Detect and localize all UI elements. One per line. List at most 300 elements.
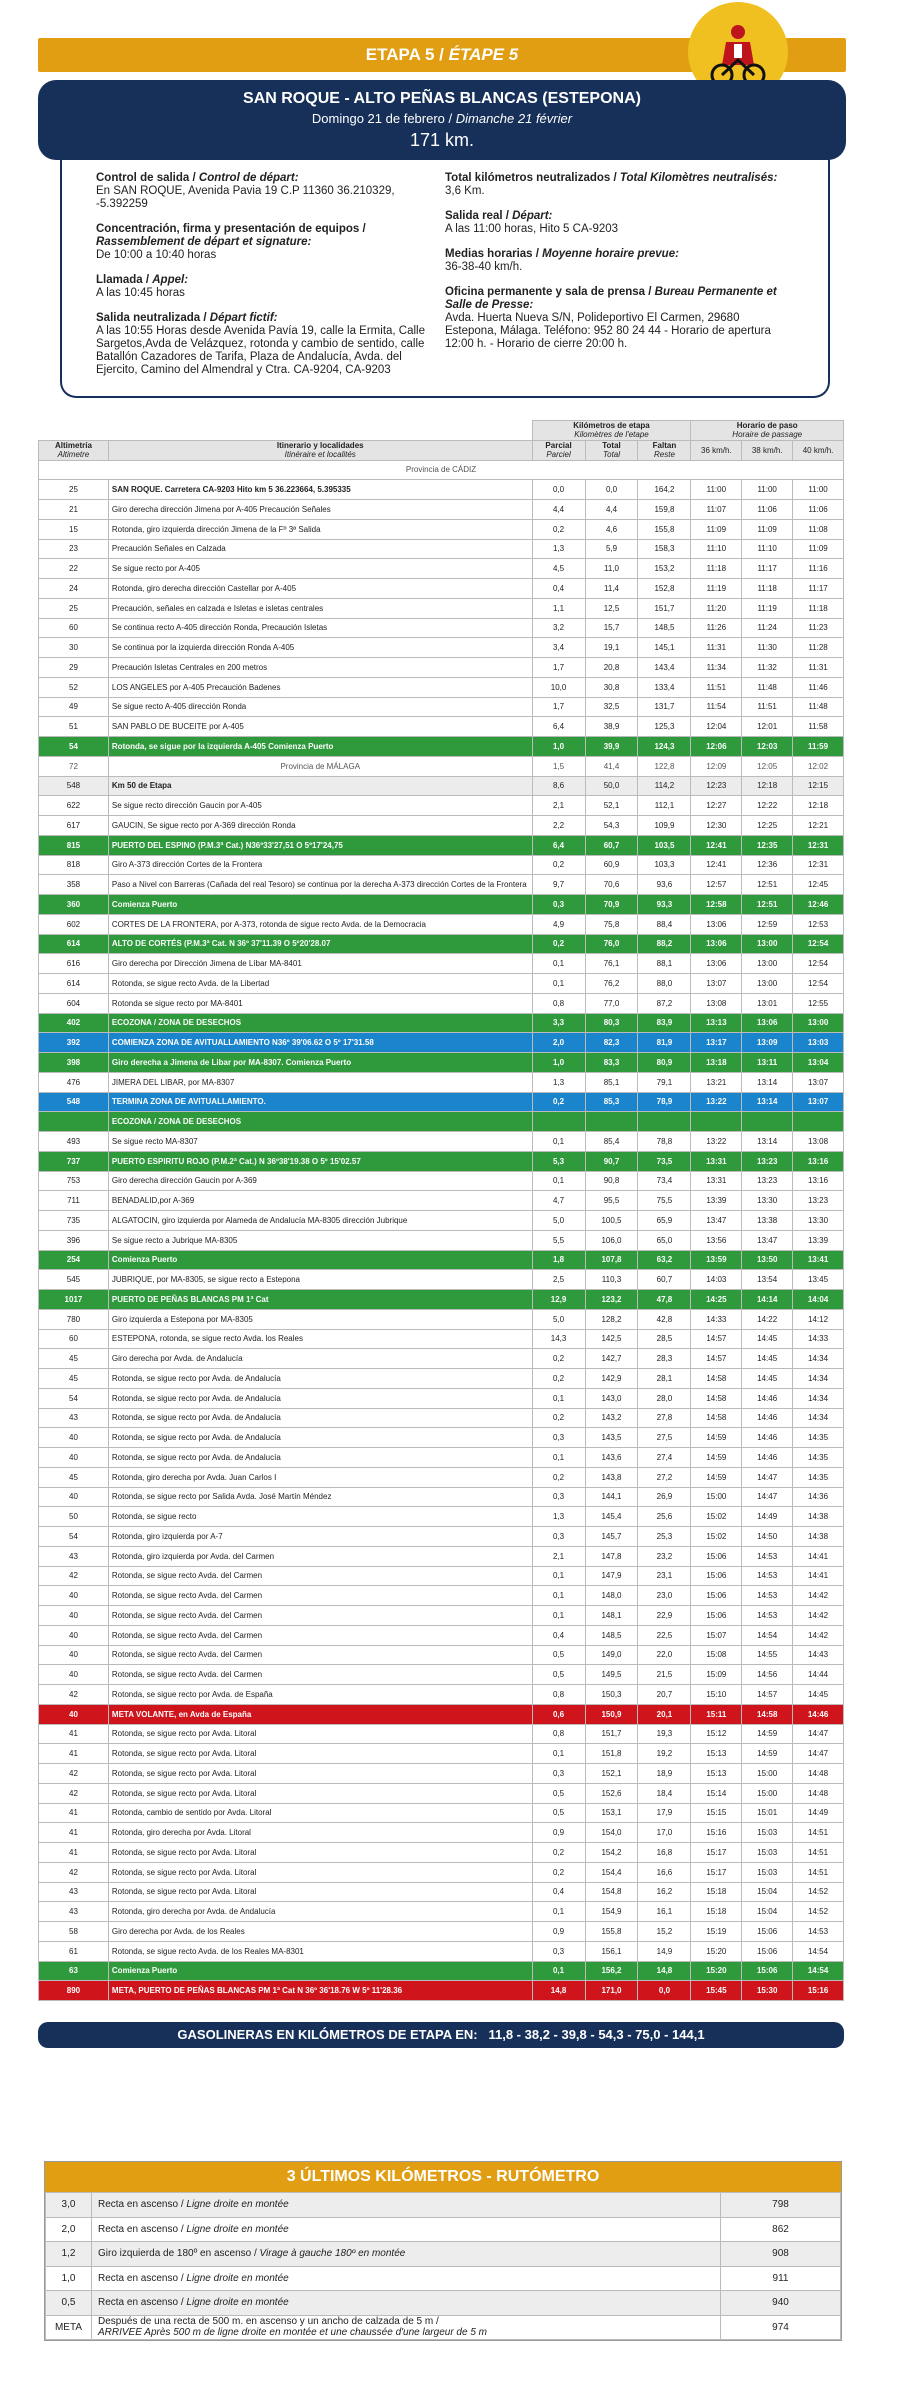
table-row — [39, 1645, 844, 1665]
time-38-cell: 15:03 — [742, 1823, 793, 1843]
total-km-cell: 38,9 — [585, 717, 638, 737]
remaining-km-cell: 65,9 — [638, 1211, 691, 1231]
remaining-km-cell: 148,5 — [638, 618, 691, 638]
time-40-cell: 11:31 — [793, 658, 844, 678]
location-cell: Paso a Nivel con Barreras (Cañada del real Tesoro) se continua por la derecha A-373 dirección Cortes de la Frontera — [108, 875, 532, 895]
route-title: SAN ROQUE - ALTO PEÑAS BLANCAS (ESTEPONA) — [243, 90, 641, 107]
time-40-cell: 14:43 — [793, 1645, 844, 1665]
remaining-km-cell: 155,8 — [638, 519, 691, 539]
time-40-cell: 13:45 — [793, 1270, 844, 1290]
remaining-km-cell: 133,4 — [638, 677, 691, 697]
time-40-cell: 14:35 — [793, 1467, 844, 1487]
altitude-cell: 42 — [39, 1862, 109, 1882]
time-40-cell: 14:48 — [793, 1764, 844, 1784]
last-km-distance: META — [46, 2315, 92, 2340]
time-38-cell: 12:03 — [742, 737, 793, 757]
time-36-cell: 15:06 — [691, 1606, 742, 1626]
location-cell: Rotonda, giro derecha dirección Castellar por A-405 — [108, 579, 532, 599]
last-km-description — [92, 2193, 721, 2218]
time-38-cell: 15:06 — [742, 1941, 793, 1961]
time-40-cell: 14:41 — [793, 1566, 844, 1586]
table-row — [39, 1981, 844, 2001]
total-km-cell: 85,4 — [585, 1132, 638, 1152]
location-cell: Km 50 de Etapa — [108, 776, 532, 796]
altitude-cell: 41 — [39, 1823, 109, 1843]
total-km-cell: 54,3 — [585, 816, 638, 836]
time-40-cell: 14:34 — [793, 1388, 844, 1408]
altitude-cell: 753 — [39, 1171, 109, 1191]
total-km-cell: 154,4 — [585, 1862, 638, 1882]
col-38-header: 38 km/h. — [742, 440, 793, 460]
partial-km-cell: 14,8 — [532, 1981, 585, 2001]
altitude-cell: 614 — [39, 934, 109, 954]
location-cell: PUERTO DEL ESPINO (P.M.3ª Cat.) N36º33'27,51 O 5º17'24,75 — [108, 835, 532, 855]
remaining-km-cell: 27,2 — [638, 1467, 691, 1487]
remaining-km-cell: 19,3 — [638, 1724, 691, 1744]
partial-km-cell: 5,0 — [532, 1309, 585, 1329]
time-36-cell: 15:06 — [691, 1546, 742, 1566]
partial-km-cell: 0,4 — [532, 579, 585, 599]
last-km-row — [46, 2315, 841, 2340]
location-cell: Rotonda, se sigue recto por Avda. de Andalucía — [108, 1448, 532, 1468]
last-km-row — [46, 2193, 841, 2218]
remaining-km-cell: 78,8 — [638, 1132, 691, 1152]
location-cell: Se sigue recto MA-8307 — [108, 1132, 532, 1152]
total-km-cell: 142,5 — [585, 1329, 638, 1349]
total-km-cell: 142,7 — [585, 1349, 638, 1369]
time-38-cell: 14:53 — [742, 1546, 793, 1566]
stage-header — [38, 80, 846, 160]
location-cell: ALGATOCIN, giro izquierda por Alameda de Andalucía MA-8305 dirección Jubrique — [108, 1211, 532, 1231]
location-cell: Rotonda, se sigue por la izquierda A-405 Comienza Puerto — [108, 737, 532, 757]
table-row — [39, 1171, 844, 1191]
time-40-cell: 11:18 — [793, 598, 844, 618]
table-row — [39, 1922, 844, 1942]
altitude-cell: 548 — [39, 776, 109, 796]
alt-label: Altimetría — [55, 441, 92, 451]
location-cell: Rotonda, se sigue recto por Avda. de Andalucía — [108, 1428, 532, 1448]
total-km-cell: 148,5 — [585, 1625, 638, 1645]
total-km-cell: 155,8 — [585, 1922, 638, 1942]
table-row — [39, 1764, 844, 1784]
table-row — [39, 1053, 844, 1073]
time-36-cell: 15:08 — [691, 1645, 742, 1665]
time-38-cell: 15:30 — [742, 1981, 793, 2001]
time-36-cell: 11:54 — [691, 697, 742, 717]
altitude-cell: 45 — [39, 1467, 109, 1487]
time-40-cell: 14:46 — [793, 1704, 844, 1724]
location-cell: Rotonda, se sigue recto Avda. del Carmen — [108, 1645, 532, 1665]
time-40-cell: 13:39 — [793, 1230, 844, 1250]
time-40-cell: 12:45 — [793, 875, 844, 895]
info-title: Medias horarias / Moyenne horaire prevue: — [445, 248, 679, 260]
time-38-cell: 14:53 — [742, 1606, 793, 1626]
table-row — [39, 638, 844, 658]
table-row — [39, 1527, 844, 1547]
location-cell: PUERTO DE PEÑAS BLANCAS PM 1ª Cat — [108, 1290, 532, 1310]
time-36-cell: 13:22 — [691, 1092, 742, 1112]
total-km-cell: 32,5 — [585, 697, 638, 717]
total-km-cell: 154,8 — [585, 1882, 638, 1902]
altitude-cell: 41 — [39, 1724, 109, 1744]
table-row — [39, 1665, 844, 1685]
altitude-cell: 29 — [39, 658, 109, 678]
remaining-km-cell: 75,5 — [638, 1191, 691, 1211]
time-40-cell: 12:31 — [793, 855, 844, 875]
total-km-cell: 19,1 — [585, 638, 638, 658]
table-row — [39, 1783, 844, 1803]
partial-km-cell: 0,1 — [532, 974, 585, 994]
province-label: Provincia de CÁDIZ — [39, 460, 844, 480]
time-40-cell: 12:54 — [793, 954, 844, 974]
table-row — [39, 500, 844, 520]
altitude-cell: 815 — [39, 835, 109, 855]
location-cell: SAN PABLO DE BUCEITE por A-405 — [108, 717, 532, 737]
parcial-label: Parcial — [545, 441, 572, 451]
altitude-cell: 398 — [39, 1053, 109, 1073]
remaining-km-cell: 158,3 — [638, 539, 691, 559]
altitude-cell: 41 — [39, 1803, 109, 1823]
remaining-km-cell: 28,0 — [638, 1388, 691, 1408]
info-left-block — [96, 274, 441, 300]
gas-label: GASOLINERAS EN KILÓMETROS DE ETAPA EN: — [177, 2027, 478, 2042]
altitude-cell: 711 — [39, 1191, 109, 1211]
altitude-cell: 40 — [39, 1428, 109, 1448]
partial-km-cell: 14,3 — [532, 1329, 585, 1349]
time-36-cell: 15:17 — [691, 1843, 742, 1863]
altitude-cell: 49 — [39, 697, 109, 717]
stage-date — [38, 111, 846, 126]
location-cell: PUERTO ESPIRITU ROJO (P.M.2ª Cat.) N 36º38'19.38 O 5º 15'02.57 — [108, 1151, 532, 1171]
total-km-cell: 52,1 — [585, 796, 638, 816]
time-38-cell: 14:59 — [742, 1744, 793, 1764]
time-40-cell: 14:35 — [793, 1428, 844, 1448]
total-km-cell: 144,1 — [585, 1487, 638, 1507]
location-cell: Giro A-373 dirección Cortes de la Frontera — [108, 855, 532, 875]
time-36-cell: 13:21 — [691, 1072, 742, 1092]
info-title: Total kilómetros neutralizados / Total Kilomètres neutralisés: — [445, 172, 778, 184]
time-36-cell: 11:10 — [691, 539, 742, 559]
time-40-cell: 11:23 — [793, 618, 844, 638]
remaining-km-cell: 159,8 — [638, 500, 691, 520]
last-km-row — [46, 2291, 841, 2316]
time-36-cell: 11:09 — [691, 519, 742, 539]
time-38-cell: 14:45 — [742, 1329, 793, 1349]
time-38-cell — [742, 1112, 793, 1132]
location-cell: Giro izquierda a Estepona por MA-8305 — [108, 1309, 532, 1329]
altitude-cell: 41 — [39, 1744, 109, 1764]
info-title-fr: Bureau Permanente et Salle de Presse: — [445, 286, 777, 311]
time-36-cell: 14:59 — [691, 1428, 742, 1448]
altitude-cell — [39, 1112, 109, 1132]
last-km-description — [92, 2291, 721, 2316]
altitude-cell: 61 — [39, 1941, 109, 1961]
table-row — [39, 1408, 844, 1428]
location-cell: Provincia de MÁLAGA — [108, 756, 532, 776]
table-row — [39, 1230, 844, 1250]
time-36-cell: 12:41 — [691, 855, 742, 875]
partial-km-cell: 0,5 — [532, 1645, 585, 1665]
remaining-km-cell: 17,9 — [638, 1803, 691, 1823]
table-row — [39, 1092, 844, 1112]
remaining-km-cell: 14,9 — [638, 1941, 691, 1961]
date-es: Domingo 21 de febrero / — [311, 111, 456, 126]
col-alt-header — [39, 440, 109, 460]
time-40-cell: 14:54 — [793, 1941, 844, 1961]
time-38-cell: 15:00 — [742, 1783, 793, 1803]
altitude-cell: 25 — [39, 598, 109, 618]
altitude-cell: 43 — [39, 1408, 109, 1428]
time-38-cell: 15:04 — [742, 1902, 793, 1922]
total-km-cell: 148,0 — [585, 1586, 638, 1606]
location-cell: Rotonda, se sigue recto por Avda. Litoral — [108, 1764, 532, 1784]
last-km-distance: 1,2 — [46, 2242, 92, 2267]
total-km-cell: 156,2 — [585, 1961, 638, 1981]
partial-km-cell: 1,0 — [532, 1053, 585, 1073]
partial-km-cell: 0,1 — [532, 1388, 585, 1408]
table-row — [39, 1290, 844, 1310]
time-38-cell: 14:45 — [742, 1349, 793, 1369]
time-36-cell: 12:30 — [691, 816, 742, 836]
partial-km-cell: 0,5 — [532, 1783, 585, 1803]
last-km-description — [92, 2217, 721, 2242]
table-row — [39, 954, 844, 974]
time-36-cell: 14:58 — [691, 1388, 742, 1408]
info-left-column — [96, 172, 441, 389]
time-36-cell: 13:56 — [691, 1230, 742, 1250]
time-40-cell: 14:44 — [793, 1665, 844, 1685]
total-km-cell: 41,4 — [585, 756, 638, 776]
time-36-cell: 15:18 — [691, 1882, 742, 1902]
time-38-cell: 12:51 — [742, 875, 793, 895]
altitude-cell: 58 — [39, 1922, 109, 1942]
partial-km-cell: 0,8 — [532, 1685, 585, 1705]
time-36-cell: 11:19 — [691, 579, 742, 599]
info-title: Concentración, firma y presentación de equipos / Rassemblement de départ et signature: — [96, 223, 366, 248]
table-row — [39, 618, 844, 638]
time-36-cell: 14:57 — [691, 1329, 742, 1349]
location-cell: Rotonda, se sigue recto por Avda. Litoral — [108, 1724, 532, 1744]
table-row — [39, 1329, 844, 1349]
partial-km-cell: 0,3 — [532, 1527, 585, 1547]
time-40-cell: 11:08 — [793, 519, 844, 539]
time-40-cell: 12:15 — [793, 776, 844, 796]
partial-km-cell: 0,6 — [532, 1704, 585, 1724]
time-38-cell: 12:01 — [742, 717, 793, 737]
km-group-label-fr: Kilomètres de l'etape — [574, 430, 649, 440]
last-km-row — [46, 2242, 841, 2267]
time-38-cell: 13:14 — [742, 1072, 793, 1092]
table-row — [39, 756, 844, 776]
location-cell: Se sigue recto por A-405 — [108, 559, 532, 579]
altitude-cell: 360 — [39, 895, 109, 915]
table-row — [39, 1467, 844, 1487]
time-40-cell: 11:09 — [793, 539, 844, 559]
time-40-cell: 12:18 — [793, 796, 844, 816]
time-36-cell: 15:07 — [691, 1625, 742, 1645]
total-km-cell: 154,2 — [585, 1843, 638, 1863]
time-36-cell: 13:39 — [691, 1191, 742, 1211]
location-cell: JUBRIQUE, por MA-8305, se sigue recto a Estepona — [108, 1270, 532, 1290]
info-right-block — [445, 210, 790, 236]
remaining-km-cell: 143,4 — [638, 658, 691, 678]
total-km-cell: 4,6 — [585, 519, 638, 539]
location-cell: LOS ANGELES por A-405 Precaución Badenes — [108, 677, 532, 697]
partial-km-cell: 0,1 — [532, 1586, 585, 1606]
time-36-cell: 13:59 — [691, 1250, 742, 1270]
table-row — [39, 1823, 844, 1843]
time-40-cell: 14:52 — [793, 1902, 844, 1922]
time-38-cell: 13:00 — [742, 954, 793, 974]
table-row — [39, 677, 844, 697]
location-cell: Rotonda, se sigue recto Avda. del Carmen — [108, 1566, 532, 1586]
time-38-cell: 14:59 — [742, 1724, 793, 1744]
total-km-cell: 143,0 — [585, 1388, 638, 1408]
table-row — [39, 1704, 844, 1724]
info-text: A las 10:55 Horas desde Avenida Pavía 19, calle la Ermita, Calle Sargetos,Avda de Velázquez, rotonda y cambio de sentido, calle Batallón Cazadores de Tarifa, Plaza de Andalucía, Avda. del Ejercito, Camino del Almendral y Ctra. CA-9204, CA-9203 — [96, 325, 426, 376]
table-row — [39, 1724, 844, 1744]
info-right-column — [445, 172, 790, 363]
time-36-cell: 15:14 — [691, 1783, 742, 1803]
location-cell: ECOZONA / ZONA DE DESECHOS — [108, 1013, 532, 1033]
table-row — [39, 895, 844, 915]
info-title-fr: Rassemblement de départ et signature: — [96, 236, 312, 248]
altitude-cell: 604 — [39, 993, 109, 1013]
last-km-distance: 3,0 — [46, 2193, 92, 2218]
table-row — [39, 1862, 844, 1882]
altitude-cell: 617 — [39, 816, 109, 836]
time-40-cell: 14:53 — [793, 1922, 844, 1942]
time-40-cell: 12:55 — [793, 993, 844, 1013]
info-title-fr: Départ: — [512, 210, 553, 222]
time-36-cell: 13:07 — [691, 974, 742, 994]
time-40-cell: 14:51 — [793, 1862, 844, 1882]
time-group-header — [691, 421, 844, 441]
table-row — [39, 1033, 844, 1053]
altitude-cell: 60 — [39, 1329, 109, 1349]
total-km-cell: 60,7 — [585, 835, 638, 855]
time-40-cell: 11:00 — [793, 480, 844, 500]
partial-km-cell: 0,1 — [532, 1744, 585, 1764]
total-km-cell: 154,9 — [585, 1902, 638, 1922]
time-40-cell: 14:34 — [793, 1349, 844, 1369]
partial-km-cell: 3,2 — [532, 618, 585, 638]
time-36-cell: 15:00 — [691, 1487, 742, 1507]
time-40-cell: 13:07 — [793, 1092, 844, 1112]
time-36-cell: 15:12 — [691, 1724, 742, 1744]
location-cell: Rotonda, se sigue recto por Avda. de España — [108, 1685, 532, 1705]
remaining-km-cell: 88,0 — [638, 974, 691, 994]
partial-km-cell: 2,1 — [532, 1546, 585, 1566]
location-cell: Rotonda, se sigue recto Avda. de los Reales MA-8301 — [108, 1941, 532, 1961]
info-text: De 10:00 a 10:40 horas — [96, 249, 217, 261]
location-cell: Rotonda, se sigue recto por Avda. de Andalucía — [108, 1388, 532, 1408]
time-38-cell: 14:45 — [742, 1369, 793, 1389]
total-km-cell: 156,1 — [585, 1941, 638, 1961]
remaining-km-cell: 28,3 — [638, 1349, 691, 1369]
time-40-cell: 11:46 — [793, 677, 844, 697]
total-km-cell: 145,7 — [585, 1527, 638, 1547]
remaining-km-cell: 15,2 — [638, 1922, 691, 1942]
col-40-header: 40 km/h. — [793, 440, 844, 460]
altitude-cell: 42 — [39, 1566, 109, 1586]
remaining-km-cell: 63,2 — [638, 1250, 691, 1270]
total-km-cell: 171,0 — [585, 1981, 638, 2001]
time-36-cell: 15:15 — [691, 1803, 742, 1823]
last-km-description — [92, 2315, 721, 2340]
table-row — [39, 737, 844, 757]
time-38-cell: 12:35 — [742, 835, 793, 855]
remaining-km-cell: 73,5 — [638, 1151, 691, 1171]
info-title-fr: Control de départ: — [198, 172, 299, 184]
total-km-cell: 83,3 — [585, 1053, 638, 1073]
remaining-km-cell: 23,0 — [638, 1586, 691, 1606]
info-title: Llamada / Appel: — [96, 274, 189, 286]
time-40-cell: 11:16 — [793, 559, 844, 579]
last-km-description — [92, 2266, 721, 2291]
altitude-cell: 493 — [39, 1132, 109, 1152]
altitude-cell: 602 — [39, 914, 109, 934]
total-km-cell: 149,0 — [585, 1645, 638, 1665]
total-km-cell: 5,9 — [585, 539, 638, 559]
table-row — [39, 1902, 844, 1922]
time-38-cell: 11:09 — [742, 519, 793, 539]
partial-km-cell: 1,3 — [532, 539, 585, 559]
time-36-cell: 14:59 — [691, 1448, 742, 1468]
table-row — [39, 717, 844, 737]
total-km-cell: 90,8 — [585, 1171, 638, 1191]
total-km-cell: 153,1 — [585, 1803, 638, 1823]
table-row — [39, 1428, 844, 1448]
altitude-cell: 40 — [39, 1448, 109, 1468]
remaining-km-cell: 22,5 — [638, 1625, 691, 1645]
altitude-cell: 50 — [39, 1507, 109, 1527]
time-36-cell: 13:47 — [691, 1211, 742, 1231]
table-row — [39, 1882, 844, 1902]
alt-label-fr: Altimetre — [57, 450, 90, 460]
time-36-cell: 14:25 — [691, 1290, 742, 1310]
remaining-km-cell: 17,0 — [638, 1823, 691, 1843]
km-group-header — [532, 421, 691, 441]
altitude-cell: 63 — [39, 1961, 109, 1981]
time-38-cell: 15:00 — [742, 1764, 793, 1784]
time-40-cell: 14:49 — [793, 1803, 844, 1823]
total-km-cell: 30,8 — [585, 677, 638, 697]
time-40-cell: 14:45 — [793, 1685, 844, 1705]
table-row — [39, 974, 844, 994]
table-row — [39, 1132, 844, 1152]
remaining-km-cell: 20,7 — [638, 1685, 691, 1705]
altitude-cell: 22 — [39, 559, 109, 579]
table-row — [39, 1941, 844, 1961]
time-36-cell: 12:23 — [691, 776, 742, 796]
table-row — [39, 1843, 844, 1863]
altitude-cell: 60 — [39, 618, 109, 638]
table-row — [39, 934, 844, 954]
total-label: Total — [602, 441, 621, 451]
last-km-desc-es: Recta en ascenso / — [98, 2272, 187, 2284]
partial-km-cell: 2,2 — [532, 816, 585, 836]
info-right-block — [445, 286, 790, 351]
time-36-cell: 15:11 — [691, 1704, 742, 1724]
time-38-cell: 11:51 — [742, 697, 793, 717]
altitude-cell: 41 — [39, 1843, 109, 1863]
altitude-cell: 52 — [39, 677, 109, 697]
remaining-km-cell: 27,5 — [638, 1428, 691, 1448]
location-cell: Rotonda, cambio de sentido por Avda. Litoral — [108, 1803, 532, 1823]
altitude-cell: 54 — [39, 1527, 109, 1547]
time-40-cell: 14:54 — [793, 1961, 844, 1981]
